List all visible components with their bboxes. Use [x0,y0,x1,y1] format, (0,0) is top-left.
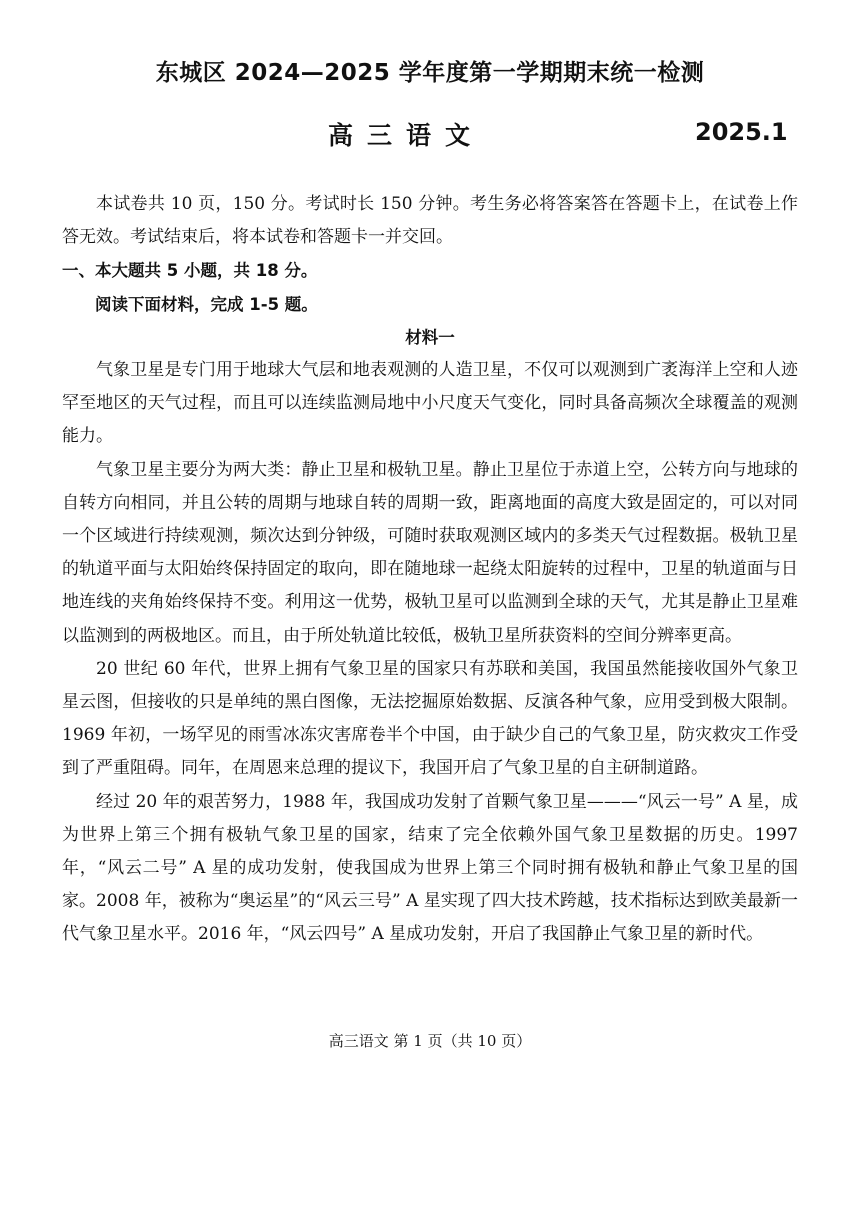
section-instruction: 阅读下面材料，完成 1-5 题。 [95,294,318,314]
section-title: 一、本大题共 5 小题，共 18 分。 [62,261,318,281]
material-paragraph: 20 世纪 60 年代，世界上拥有气象卫星的国家只有苏联和美国，我国虽然能接收国外气象卫星云图，但接收的只是单纯的黑白图像，无法挖掘原始数据、反演各种气象，应用受到极大限制。1969 年初，一场罕见的雨雪冰冻灾害席卷半个中国，由于缺少自己的气象卫星，防灾救灾工作受到了严重阻碍。同年，在周恩来总理的提议下，我国开启了气象卫星的自主研制道路。 [62,658,798,779]
material-paragraph: 气象卫星主要分为两大类：静止卫星和极轨卫星。静止卫星位于赤道上空，公转方向与地球的自转方向相同，并且公转的周期与地球自转的周期一致，距离地面的高度大致是固定的，可以对同一个区域进行持续观测，频次达到分钟级，可随时获取观测区域内的多类天气过程数据。极轨卫星的轨道平面与太阳始终保持固定的取向，即在随地球一起绕太阳旋转的过程中，卫星的轨道面与日地连线的夹角始终保持不变。利用这一优势，极轨卫星可以监测到全球的天气，尤其是静止卫星难以监测到的两极地区。而且，由于所处轨道比较低，极轨卫星所获资料的空间分辨率更高。 [62,459,798,646]
material-paragraph: 经过 20 年的艰苦努力，1988 年，我国成功发射了首颗气象卫星———“风云一号” A 星，成为世界上第三个拥有极轨气象卫星的国家，结束了完全依赖外国气象卫星数据的历史。1997 年，“风云二号” A 星的成功发射，使我国成为世界上第三个同时拥有极轨和静止气象卫星的国家。2008 年，被称为“奥运星”的“风云三号” A 星实现了四大技术跨越，技术指标达到欧美最新一代气象卫星水平。2016 年，“风云四号” A 星成功发射，开启了我国静止气象卫星的新时代。 [62,791,798,945]
exam-body [62,188,798,952]
intro-paragraph: 本试卷共 10 页，150 分。考试时长 150 分钟。考生务必将答案答在答题卡上，在试卷上作答无效。考试结束后，将本试卷和答题卡一并交回。 [62,194,798,248]
page-footer: 高三语文 第 1 页（共 10 页） [328,1032,532,1050]
exam-date: 2025.1 [695,118,788,146]
material-title: 材料一 [405,327,455,347]
subject-title: 高三语文 [328,121,485,150]
material-paragraph: 气象卫星是专门用于地球大气层和地表观测的人造卫星，不仅可以观测到广袤海洋上空和人迹罕至地区的天气过程，而且可以连续监测局地中小尺度天气变化，同时具备高频次全球覆盖的观测能力。 [62,360,798,447]
exam-title: 东城区 2024—2025 学年度第一学期期末统一检测 [155,60,705,86]
